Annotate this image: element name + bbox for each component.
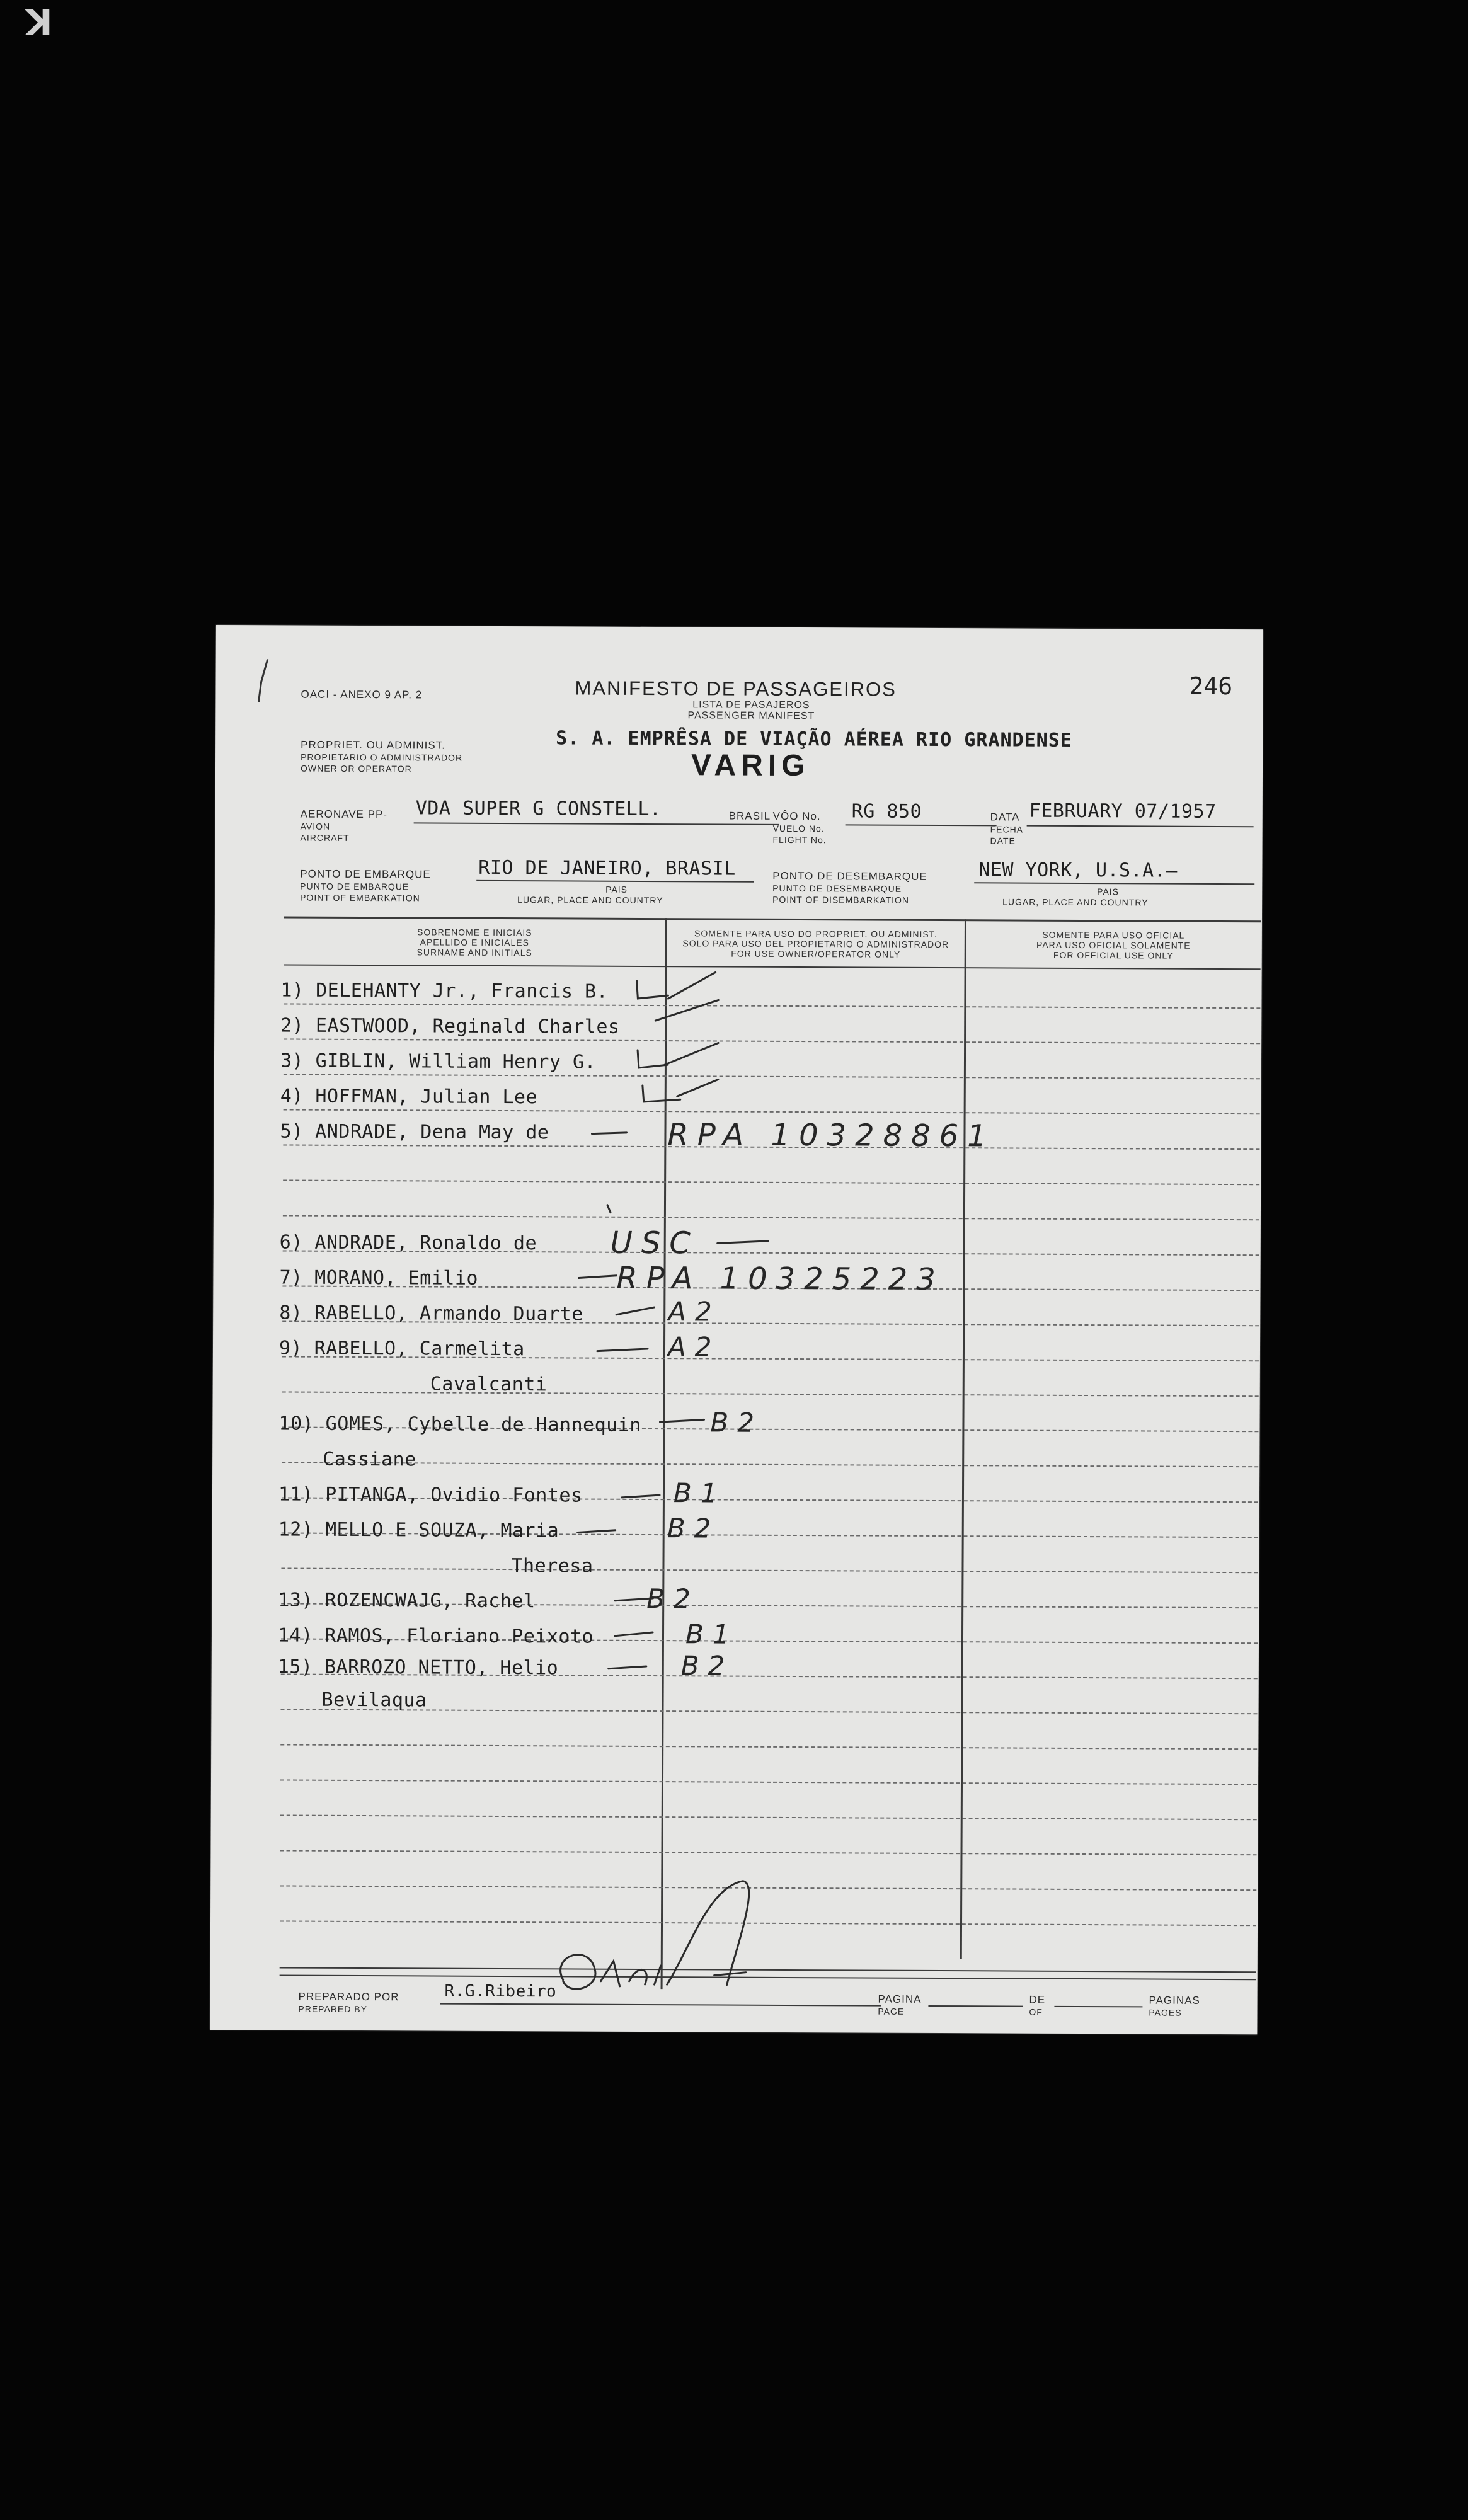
aircraft-value: VDA SUPER G CONSTELL. <box>415 797 662 821</box>
passenger-entry: 2) EASTWOOD, Reginald Charles <box>280 1014 620 1038</box>
disembark-label-en: POINT OF DISEMBARKATION <box>772 894 910 905</box>
pages-label-en: PAGES <box>1149 2007 1182 2018</box>
aircraft-label: AERONAVE PP- <box>300 808 388 821</box>
disembark-place-sub: LUGAR, PLACE AND COUNTRY <box>1002 896 1149 908</box>
handwritten-note: B2 <box>646 1583 699 1615</box>
company-short-name: VARIG <box>691 748 810 783</box>
handwritten-check-marks <box>210 625 1263 2034</box>
disembark-label-es: PUNTO DE DESEMBARQUE <box>772 883 902 894</box>
embark-value: RIO DE JANEIRO, BRASIL <box>478 856 736 880</box>
passenger-entry: 7) MORANO, Emilio <box>279 1266 479 1290</box>
handwritten-note: B1 <box>685 1618 738 1650</box>
passenger-entry: 5) ANDRADE, Dena May de <box>280 1120 549 1144</box>
handwritten-note: A2 <box>668 1296 721 1327</box>
date-value: FEBRUARY 07/1957 <box>1029 799 1217 823</box>
prepared-by-label-en: PREPARED BY <box>298 2003 367 2015</box>
handwritten-note: RPA 10328861 <box>667 1117 995 1154</box>
embark-country-sub: PAIS <box>605 884 628 895</box>
aircraft-label-en: AIRCRAFT <box>300 832 350 843</box>
disembark-country-sub: PAIS <box>1097 886 1120 897</box>
handwritten-note: USC <box>610 1225 699 1261</box>
aircraft-country-suffix: BRASIL <box>728 810 771 822</box>
manifest-title: MANIFESTO DE PASSAGEIROS <box>575 677 897 701</box>
handwritten-note: B2 <box>710 1407 764 1438</box>
date-label-es: FECHA <box>990 824 1024 835</box>
flight-value: RG 850 <box>851 800 922 823</box>
passenger-entry: 9) RABELLO, Carmelita <box>278 1337 525 1361</box>
passenger-entry: 13) ROZENCWAJG, Rachel <box>278 1589 536 1613</box>
date-label: DATA <box>990 811 1020 823</box>
handwritten-note: A2 <box>667 1331 721 1363</box>
corner-mark: K <box>25 0 53 41</box>
passenger-entry-continuation: Theresa <box>511 1555 594 1578</box>
passenger-entry: 12) MELLO E SOUZA, Maria <box>278 1518 559 1542</box>
flight-label-en: FLIGHT No. <box>772 834 827 845</box>
flight-label: VÔO No. <box>772 810 821 823</box>
handwritten-note: B2 <box>667 1513 720 1544</box>
aircraft-label-es: AVION <box>300 821 331 832</box>
prepared-by-label: PREPARADO POR <box>298 1990 399 2003</box>
passenger-entry: 1) DELEHANTY Jr., Francis B. <box>280 979 609 1003</box>
handwritten-note: B2 <box>680 1650 734 1681</box>
passenger-entry: 8) RABELLO, Armando Duarte <box>279 1302 583 1326</box>
date-label-en: DATE <box>990 835 1016 846</box>
owner-label-es: PROPIETARIO O ADMINISTRADOR <box>301 752 463 763</box>
column-head-surname: SOBRENOME E INICIAIS APELLIDO E INICIALES SURNAME AND INITIALS <box>416 927 532 958</box>
company-name: S. A. EMPRÊSA DE VIAÇÃO AÉREA RIO GRANDENSE <box>556 727 1072 752</box>
manifest-title-en: PASSENGER MANIFEST <box>687 710 815 722</box>
passenger-entry: 4) HOFFMAN, Julian Lee <box>280 1085 538 1109</box>
page-label: PAGINA <box>878 1993 922 2005</box>
passenger-entry-continuation: Cassiane <box>323 1448 416 1471</box>
passenger-entry-continuation: Bevilaqua <box>321 1688 427 1712</box>
owner-label: PROPRIET. OU ADMINIST. <box>301 738 446 752</box>
owner-label-en: OWNER OR OPERATOR <box>300 763 412 774</box>
disembark-label: PONTO DE DESEMBARQUE <box>772 869 927 883</box>
page-label-en: PAGE <box>878 2006 905 2017</box>
flight-label-es: VUELO No. <box>772 823 825 834</box>
passenger-entry-continuation: Cavalcanti <box>430 1373 548 1396</box>
handwritten-note: RPA 10325223 <box>616 1260 944 1298</box>
passenger-entry: 6) ANDRADE, Ronaldo de <box>279 1231 537 1255</box>
form-code: OACI - ANEXO 9 AP. 2 <box>301 688 423 701</box>
passenger-entry: 3) GIBLIN, William Henry G. <box>280 1050 597 1074</box>
passenger-entry: 11) PITANGA, Ovidio Fontes <box>278 1483 583 1507</box>
prepared-by-value: R.G.Ribeiro <box>444 1981 557 2002</box>
embark-place-sub: LUGAR, PLACE AND COUNTRY <box>517 895 663 906</box>
embark-label: PONTO DE EMBARQUE <box>300 868 431 881</box>
disembark-value: NEW YORK, U.S.A.— <box>978 859 1178 882</box>
of-label-en: OF <box>1029 2007 1043 2017</box>
embark-label-es: PUNTO DE EMBARQUE <box>300 881 410 892</box>
manifest-title-es: LISTA DE PASAJEROS <box>692 699 810 711</box>
passenger-entry: 10) GOMES, Cybelle de Hannequin <box>278 1412 641 1436</box>
passenger-entry: 14) RAMOS, Floriano Peixoto <box>277 1624 594 1648</box>
page-number: 246 <box>1189 672 1233 701</box>
embark-label-en: POINT OF EMBARKATION <box>300 892 420 903</box>
handwritten-note: B1 <box>673 1477 726 1509</box>
column-head-official: SOMENTE PARA USO OFICIAL PARA USO OFICIAL SOLAMENTE FOR OFFICIAL USE ONLY <box>1036 929 1191 961</box>
column-head-operator: SOMENTE PARA USO DO PROPRIET. OU ADMINIST. SOLO PARA USO DEL PROPIETARIO O ADMINISTRADOR FOR USE OWNER/OPERATOR ONLY <box>682 928 949 959</box>
passenger-entry: 15) BARROZO NETTO, Helio <box>277 1656 559 1680</box>
of-label: DE <box>1029 1993 1046 2006</box>
passenger-manifest-sheet <box>210 625 1263 2034</box>
pages-label: PAGINAS <box>1149 1994 1200 2007</box>
